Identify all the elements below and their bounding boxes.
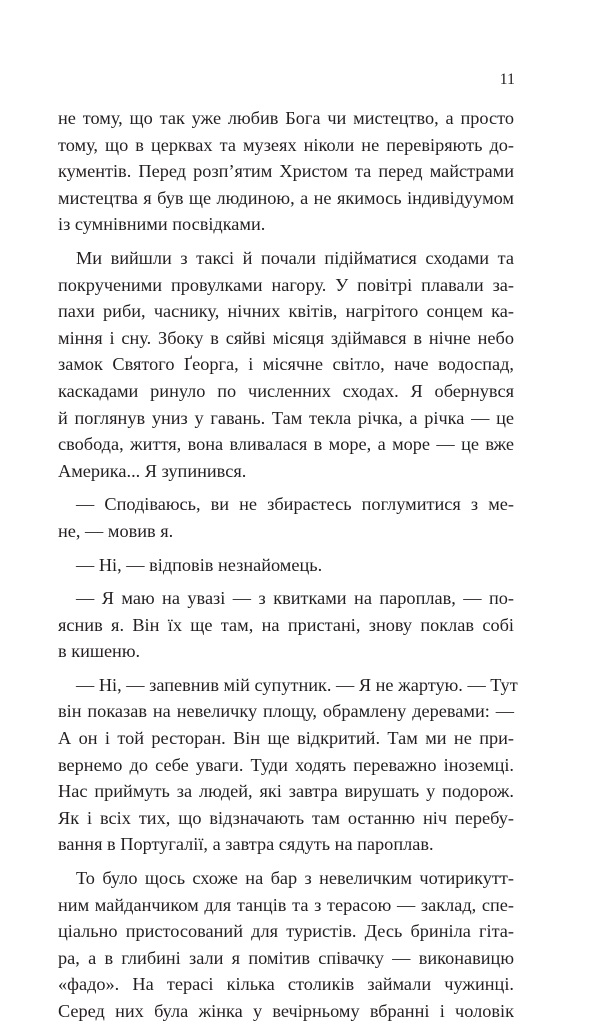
text-line: ціально пристосований для туристів. Десь бриніла гіта- xyxy=(58,921,514,942)
text-line: — Сподіваюсь, ви не збираєтесь поглумитися з ме- xyxy=(76,494,514,515)
paragraph xyxy=(58,865,514,1025)
text-line: ра, а в глибині зали я помітив співачку — виконавицю xyxy=(58,947,514,968)
paragraph xyxy=(58,245,514,484)
text-line: То було щось схоже на бар з невеличким чотирикутт- xyxy=(76,868,514,889)
text-line: яснив я. Він їх ще там, на пристані, знову поклав собі xyxy=(58,614,514,635)
text-line: в кишеню. xyxy=(58,641,141,662)
text-line: Як і всіх тих, що відзначають там останню ніч перебу- xyxy=(58,807,514,828)
paragraph xyxy=(58,672,518,858)
text-line: пахи риби, часнику, нічних квітів, нагрітого сонцем ка- xyxy=(58,301,514,322)
paragraph xyxy=(58,585,514,665)
text-line: А он і той ресторан. Він ще відкритий. Там ми не при- xyxy=(58,728,514,749)
paragraph xyxy=(58,105,514,238)
text-line: вернемо до себе уваги. Туди ходять переважно іноземці. xyxy=(58,754,514,775)
text-line: замок Святого Ґеорга, і місячне світло, наче водоспад, xyxy=(58,354,514,375)
text-line: Нас приймуть за людей, які завтра вирушать у подорож. xyxy=(58,781,514,802)
text-line: із сумнівними посвідками. xyxy=(58,214,266,235)
text-line: не, — мовив я. xyxy=(58,520,174,541)
text-line: каскадами ринуло по численних сходах. Я обернувся xyxy=(58,380,514,401)
text-line: тому, що в церквах та музеях ніколи не перевіряють до- xyxy=(58,134,514,155)
text-line: покрученими провулками нагору. У повітрі плавали за- xyxy=(58,274,514,295)
paragraph xyxy=(58,491,514,544)
text-line: й поглянув униз у гавань. Там текла річка, а річка — це xyxy=(58,407,514,428)
text-line: він показав на невеличку площу, обрамлену деревами: — xyxy=(58,701,514,722)
text-line: мистецтва я був ще людиною, а не якимось індивідуумом xyxy=(58,187,514,208)
text-line: — Ні, — відповів незнайомець. xyxy=(76,554,323,575)
body-text xyxy=(58,105,518,1032)
paragraph xyxy=(58,552,514,579)
text-line: Серед них була жінка у вечірньому вбранні і чоловік xyxy=(58,1001,514,1021)
text-line: «фадо». На терасі кілька столиків займали чужинці. xyxy=(58,974,514,995)
text-line: вання в Португалії, а завтра сядуть на пароплав. xyxy=(58,834,434,855)
text-line: свобода, життя, вона вливалася в море, а море — це вже xyxy=(58,434,514,455)
text-line: — Ні, — запевнив мій супутник. — Я не жартую. — Тут xyxy=(76,674,518,695)
text-line: кументів. Перед розп’ятим Христом та перед майстрами xyxy=(58,161,514,182)
page-number: 11 xyxy=(499,71,515,88)
text-line: ним майданчиком для танців та з терасою — заклад, спе- xyxy=(58,894,514,915)
text-line: не тому, що так уже любив Бога чи мистецтво, а просто xyxy=(58,108,514,128)
text-line: міння і сну. Збоку в сяйві місяця здіймався в нічне небо xyxy=(58,327,514,348)
text-line: — Я маю на увазі — з квитками на пароплав, — по- xyxy=(76,588,514,609)
text-line: Америка... Я зупинився. xyxy=(58,460,247,481)
text-line: Ми вийшли з таксі й почали підійматися сходами та xyxy=(76,247,514,268)
